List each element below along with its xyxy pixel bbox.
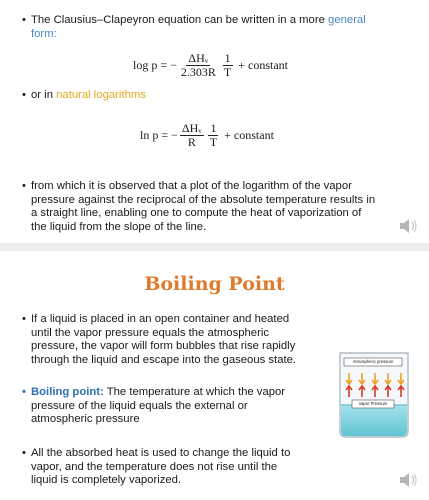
eq-lhs: log p = − bbox=[133, 58, 177, 72]
bullet-natural-log: • or in natural logarithms bbox=[22, 89, 146, 101]
bullet-general-form bbox=[22, 14, 411, 41]
label-vapor-pressure: Vapor Pressure bbox=[358, 401, 388, 406]
eq-fraction-2: $\frac{1}{T}$ bbox=[209, 121, 218, 149]
speaker-icon[interactable] bbox=[398, 216, 420, 236]
highlight-general: general bbox=[328, 14, 366, 26]
bullet-dot: • bbox=[22, 180, 26, 192]
eq-tail: + constant bbox=[238, 58, 288, 72]
beaker-illustration bbox=[334, 347, 414, 439]
bullet-boiling-point-definition: • Boiling point: The temperature at which the vapor pressure of the liquid equals the external or atmospheric pressure bbox=[22, 386, 286, 425]
equation-log-form bbox=[133, 52, 288, 79]
eq-tail: + constant bbox=[224, 128, 274, 142]
bullet-absorbed-heat: • All the absorbed heat is used to change the liquid to vapor, and the temperature does not rise until the liquid is completely vaporized. bbox=[22, 447, 291, 486]
eq-fraction-1: $\frac{\text{ΔHᵥ}}{R}$ bbox=[181, 121, 202, 149]
bullet-open-container: • If a liquid is placed in an open container and heated until the vapor pressure equals the atmospheric pressure, the vapor will form bubbles that rise rapidly through the liquid and escape into the gaseous state. bbox=[22, 313, 297, 366]
eq-lhs: ln p = − bbox=[140, 128, 178, 142]
highlight-natural-logarithms: natural logarithms bbox=[56, 89, 146, 101]
term-boiling-point: Boiling point: bbox=[31, 386, 104, 398]
slide-boiling-point bbox=[0, 251, 429, 500]
bullet-dot: • bbox=[22, 447, 26, 459]
bullet-text: The Clausius–Clapeyron equation can be written in a more bbox=[31, 14, 329, 26]
speaker-icon[interactable] bbox=[398, 470, 420, 490]
bullet-dot: • bbox=[22, 89, 26, 101]
highlight-form: form: bbox=[31, 27, 57, 40]
slide-clausius-clapeyron bbox=[0, 0, 429, 243]
bullet-dot: • bbox=[22, 386, 26, 398]
eq-fraction-2: $\frac{1}{T}$ bbox=[223, 51, 232, 79]
bullet-plot-slope: • from which it is observed that a plot of the logarithm of the vapor pressure against the reciprocal of the absolute temperature results in a straight line, enabling one to compute the heat of vaporization of the liquid from the slope of the line. bbox=[22, 180, 376, 233]
label-atmospheric-pressure: Atmospheric pressure bbox=[352, 359, 394, 364]
equation-ln-form bbox=[140, 122, 274, 149]
eq-fraction-1: $\frac{\text{ΔHᵥ}}{2.303R}$ bbox=[180, 51, 216, 79]
bullet-dot: • bbox=[22, 14, 26, 26]
slide-title: Boiling Point bbox=[144, 273, 285, 295]
bullet-dot: • bbox=[22, 313, 26, 325]
slide-separator bbox=[0, 243, 429, 251]
